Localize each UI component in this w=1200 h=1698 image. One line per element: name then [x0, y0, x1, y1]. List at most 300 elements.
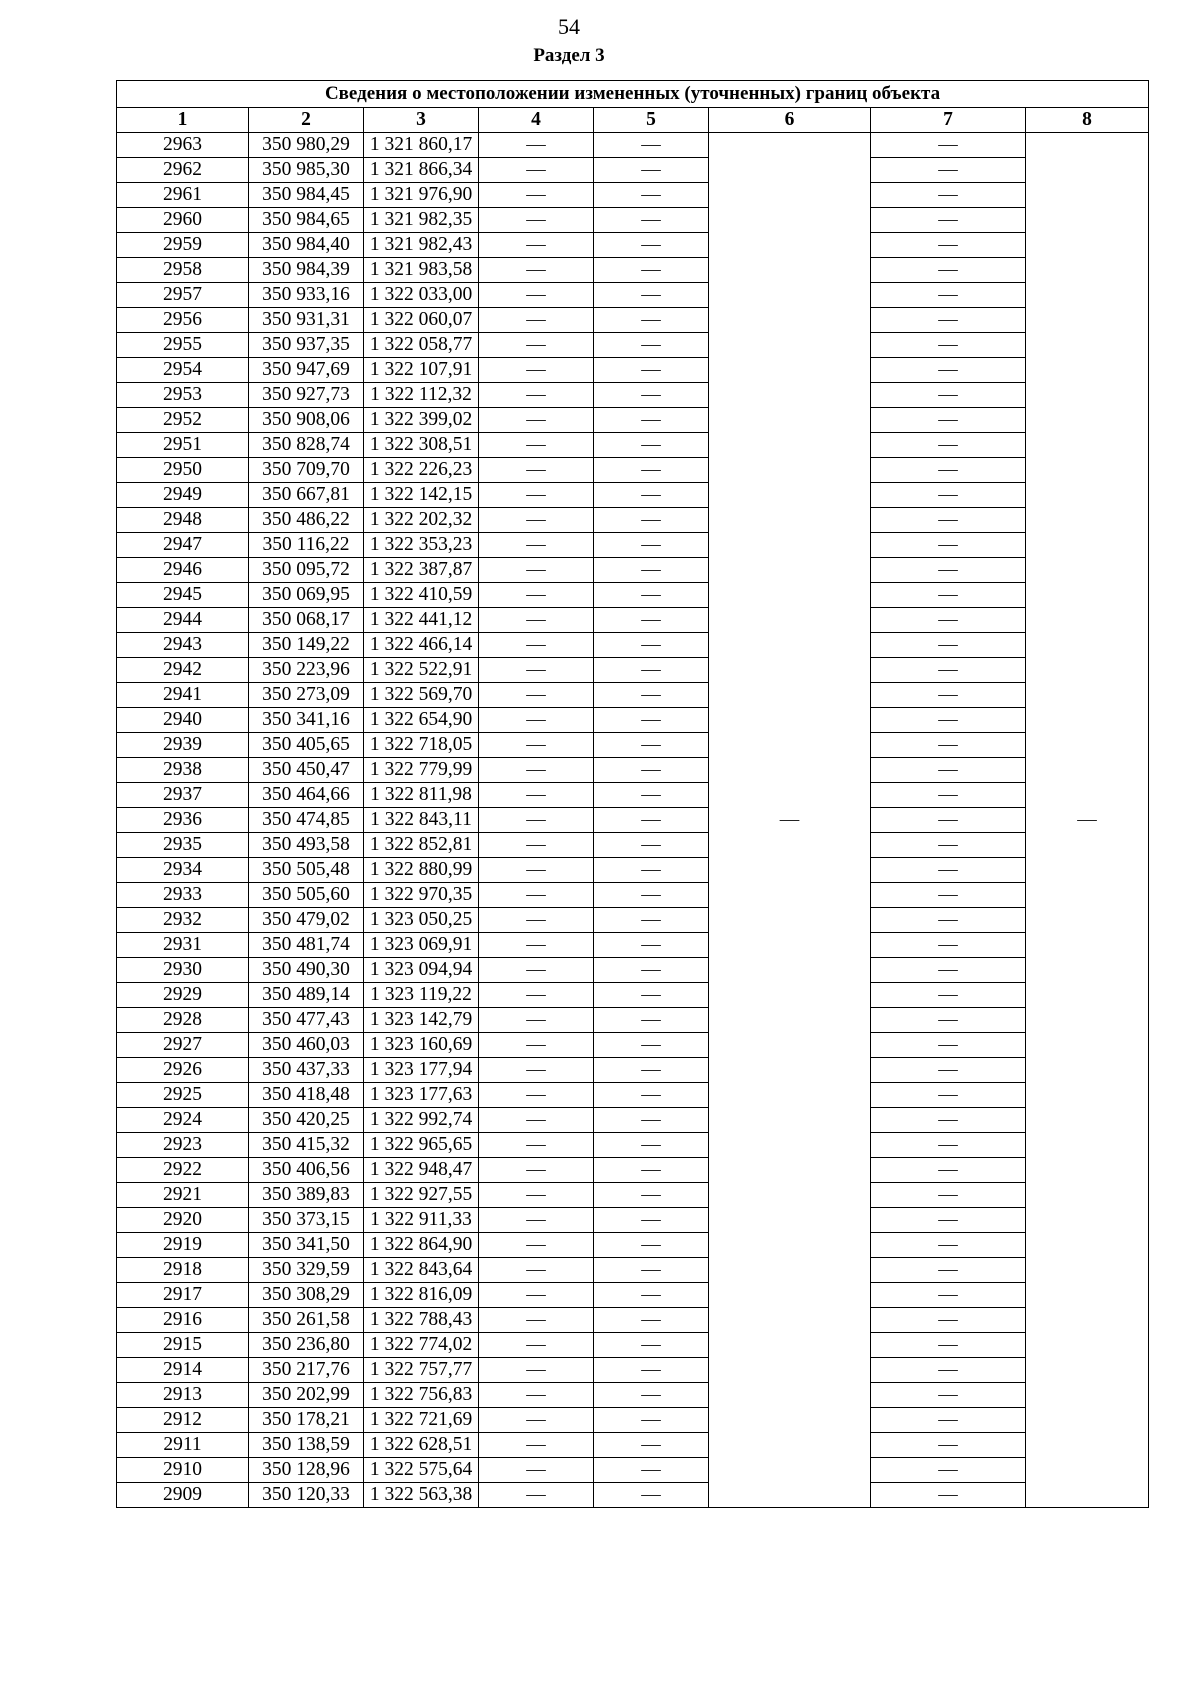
column-4-cell: —: [479, 1433, 594, 1458]
x-coordinate-cell: 350 116,22: [249, 533, 364, 558]
column-4-cell: —: [479, 233, 594, 258]
point-number-cell: 2956: [117, 308, 249, 333]
column-7-cell: —: [871, 433, 1026, 458]
y-coordinate-cell: 1 322 387,87: [364, 558, 479, 583]
column-4-cell: —: [479, 133, 594, 158]
column-7-cell: —: [871, 1408, 1026, 1433]
table-row: [117, 383, 1149, 408]
table-row: [117, 983, 1149, 1008]
column-7-cell: —: [871, 683, 1026, 708]
y-coordinate-cell: 1 322 992,74: [364, 1108, 479, 1133]
column-5-cell: —: [594, 858, 709, 883]
column-7-cell: —: [871, 1108, 1026, 1133]
y-coordinate-cell: 1 321 860,17: [364, 133, 479, 158]
column-5-cell: —: [594, 1408, 709, 1433]
column-4-cell: —: [479, 733, 594, 758]
column-5-cell: —: [594, 1058, 709, 1083]
column-5-cell: —: [594, 1008, 709, 1033]
column-5-cell: —: [594, 583, 709, 608]
column-7-cell: —: [871, 183, 1026, 208]
y-coordinate-cell: 1 322 911,33: [364, 1208, 479, 1233]
table-body: [117, 133, 1149, 1508]
point-number-cell: 2919: [117, 1233, 249, 1258]
point-number-cell: 2949: [117, 483, 249, 508]
column-5-cell: —: [594, 1433, 709, 1458]
point-number-cell: 2932: [117, 908, 249, 933]
x-coordinate-cell: 350 474,85: [249, 808, 364, 833]
point-number-cell: 2910: [117, 1458, 249, 1483]
y-coordinate-cell: 1 322 927,55: [364, 1183, 479, 1208]
x-coordinate-cell: 350 308,29: [249, 1283, 364, 1308]
column-4-cell: —: [479, 983, 594, 1008]
section-title: Раздел 3: [533, 45, 605, 66]
table-row: [117, 133, 1149, 158]
point-number-cell: 2962: [117, 158, 249, 183]
point-number-cell: 2917: [117, 1283, 249, 1308]
column-4-cell: —: [479, 1058, 594, 1083]
column-5-cell: —: [594, 233, 709, 258]
y-coordinate-cell: 1 322 788,43: [364, 1308, 479, 1333]
point-number-cell: 2930: [117, 958, 249, 983]
x-coordinate-cell: 350 493,58: [249, 833, 364, 858]
y-coordinate-cell: 1 322 843,11: [364, 808, 479, 833]
y-coordinate-cell: 1 323 142,79: [364, 1008, 479, 1033]
table-row: [117, 1358, 1149, 1383]
table-row: [117, 508, 1149, 533]
column-4-cell: —: [479, 858, 594, 883]
point-number-cell: 2918: [117, 1258, 249, 1283]
x-coordinate-cell: 350 481,74: [249, 933, 364, 958]
column-5-cell: —: [594, 508, 709, 533]
table-row: [117, 233, 1149, 258]
column-7-cell: —: [871, 1383, 1026, 1408]
column-5-cell: —: [594, 433, 709, 458]
table-row: [117, 758, 1149, 783]
column-header-6: 6: [709, 108, 871, 133]
point-number-cell: 2954: [117, 358, 249, 383]
table-row: [117, 433, 1149, 458]
column-7-cell: —: [871, 1058, 1026, 1083]
x-coordinate-cell: 350 450,47: [249, 758, 364, 783]
y-coordinate-cell: 1 322 441,12: [364, 608, 479, 633]
point-number-cell: 2925: [117, 1083, 249, 1108]
point-number-cell: 2958: [117, 258, 249, 283]
column-5-cell: —: [594, 733, 709, 758]
column-4-cell: —: [479, 483, 594, 508]
column-7-cell: —: [871, 1283, 1026, 1308]
column-5-cell: —: [594, 1108, 709, 1133]
table-row: [117, 908, 1149, 933]
column-4-cell: —: [479, 933, 594, 958]
column-5-cell: —: [594, 558, 709, 583]
column-7-cell: —: [871, 258, 1026, 283]
y-coordinate-cell: 1 322 774,02: [364, 1333, 479, 1358]
point-number-cell: 2951: [117, 433, 249, 458]
column-7-cell: —: [871, 1083, 1026, 1108]
point-number-cell: 2942: [117, 658, 249, 683]
column-7-cell: —: [871, 958, 1026, 983]
column-4-cell: —: [479, 1458, 594, 1483]
column-4-cell: —: [479, 608, 594, 633]
x-coordinate-cell: 350 984,40: [249, 233, 364, 258]
point-number-cell: 2913: [117, 1383, 249, 1408]
x-coordinate-cell: 350 505,48: [249, 858, 364, 883]
point-number-cell: 2920: [117, 1208, 249, 1233]
column-4-cell: —: [479, 1483, 594, 1508]
column-7-cell: —: [871, 833, 1026, 858]
column-header-2: 2: [249, 108, 364, 133]
column-4-cell: —: [479, 258, 594, 283]
point-number-cell: 2916: [117, 1308, 249, 1333]
table-row: [117, 733, 1149, 758]
point-number-cell: 2938: [117, 758, 249, 783]
column-4-cell: —: [479, 1008, 594, 1033]
column-7-cell: —: [871, 1483, 1026, 1508]
table-row: [117, 158, 1149, 183]
y-coordinate-cell: 1 321 983,58: [364, 258, 479, 283]
x-coordinate-cell: 350 095,72: [249, 558, 364, 583]
column-5-cell: —: [594, 333, 709, 358]
x-coordinate-cell: 350 068,17: [249, 608, 364, 633]
column-5-cell: —: [594, 833, 709, 858]
column-5-cell: —: [594, 1258, 709, 1283]
y-coordinate-cell: 1 322 970,35: [364, 883, 479, 908]
table-row: [117, 1133, 1149, 1158]
y-coordinate-cell: 1 322 864,90: [364, 1233, 479, 1258]
column-7-cell: —: [871, 733, 1026, 758]
table-row: [117, 533, 1149, 558]
column-7-cell: —: [871, 1458, 1026, 1483]
y-coordinate-cell: 1 323 160,69: [364, 1033, 479, 1058]
column-5-cell: —: [594, 933, 709, 958]
point-number-cell: 2941: [117, 683, 249, 708]
column-7-cell: —: [871, 133, 1026, 158]
column-8-merged-cell: —: [1026, 133, 1149, 1508]
table-row: [117, 933, 1149, 958]
x-coordinate-cell: 350 420,25: [249, 1108, 364, 1133]
column-4-cell: —: [479, 358, 594, 383]
column-4-cell: —: [479, 958, 594, 983]
column-header-4: 4: [479, 108, 594, 133]
column-5-cell: —: [594, 708, 709, 733]
y-coordinate-cell: 1 322 575,64: [364, 1458, 479, 1483]
column-5-cell: —: [594, 958, 709, 983]
point-number-cell: 2933: [117, 883, 249, 908]
column-5-cell: —: [594, 1208, 709, 1233]
boundary-coordinates-table: [116, 80, 1149, 1508]
point-number-cell: 2953: [117, 383, 249, 408]
column-4-cell: —: [479, 1408, 594, 1433]
column-header-1: 1: [117, 108, 249, 133]
point-number-cell: 2927: [117, 1033, 249, 1058]
column-5-cell: —: [594, 1083, 709, 1108]
point-number-cell: 2943: [117, 633, 249, 658]
y-coordinate-cell: 1 321 976,90: [364, 183, 479, 208]
point-number-cell: 2934: [117, 858, 249, 883]
x-coordinate-cell: 350 273,09: [249, 683, 364, 708]
column-4-cell: —: [479, 158, 594, 183]
table-row: [117, 808, 1149, 833]
column-5-cell: —: [594, 1033, 709, 1058]
column-7-cell: —: [871, 508, 1026, 533]
column-4-cell: —: [479, 333, 594, 358]
y-coordinate-cell: 1 321 866,34: [364, 158, 479, 183]
x-coordinate-cell: 350 217,76: [249, 1358, 364, 1383]
table-row: [117, 1108, 1149, 1133]
column-header-8: 8: [1026, 108, 1149, 133]
column-7-cell: —: [871, 883, 1026, 908]
column-5-cell: —: [594, 783, 709, 808]
column-5-cell: —: [594, 408, 709, 433]
column-4-cell: —: [479, 208, 594, 233]
table-row: [117, 358, 1149, 383]
x-coordinate-cell: 350 985,30: [249, 158, 364, 183]
y-coordinate-cell: 1 322 399,02: [364, 408, 479, 433]
y-coordinate-cell: 1 322 948,47: [364, 1158, 479, 1183]
x-coordinate-cell: 350 138,59: [249, 1433, 364, 1458]
y-coordinate-cell: 1 322 811,98: [364, 783, 479, 808]
column-7-cell: —: [871, 783, 1026, 808]
table-row: [117, 1083, 1149, 1108]
column-4-cell: —: [479, 458, 594, 483]
x-coordinate-cell: 350 984,65: [249, 208, 364, 233]
table-row: [117, 258, 1149, 283]
x-coordinate-cell: 350 437,33: [249, 1058, 364, 1083]
column-7-cell: —: [871, 1183, 1026, 1208]
column-7-cell: —: [871, 1208, 1026, 1233]
y-coordinate-cell: 1 322 757,77: [364, 1358, 479, 1383]
column-5-cell: —: [594, 808, 709, 833]
column-7-cell: —: [871, 1133, 1026, 1158]
x-coordinate-cell: 350 486,22: [249, 508, 364, 533]
column-4-cell: —: [479, 683, 594, 708]
point-number-cell: 2929: [117, 983, 249, 1008]
column-7-cell: —: [871, 1008, 1026, 1033]
y-coordinate-cell: 1 322 628,51: [364, 1433, 479, 1458]
x-coordinate-cell: 350 908,06: [249, 408, 364, 433]
x-coordinate-cell: 350 261,58: [249, 1308, 364, 1333]
column-4-cell: —: [479, 783, 594, 808]
column-5-cell: —: [594, 1458, 709, 1483]
column-7-cell: —: [871, 233, 1026, 258]
x-coordinate-cell: 350 389,83: [249, 1183, 364, 1208]
y-coordinate-cell: 1 322 756,83: [364, 1383, 479, 1408]
column-5-cell: —: [594, 1158, 709, 1183]
point-number-cell: 2939: [117, 733, 249, 758]
column-5-cell: —: [594, 283, 709, 308]
column-7-cell: —: [871, 283, 1026, 308]
column-4-cell: —: [479, 1258, 594, 1283]
column-5-cell: —: [594, 1333, 709, 1358]
x-coordinate-cell: 350 329,59: [249, 1258, 364, 1283]
point-number-cell: 2912: [117, 1408, 249, 1433]
x-coordinate-cell: 350 937,35: [249, 333, 364, 358]
x-coordinate-cell: 350 927,73: [249, 383, 364, 408]
column-4-cell: —: [479, 1358, 594, 1383]
x-coordinate-cell: 350 202,99: [249, 1383, 364, 1408]
table-row: [117, 658, 1149, 683]
column-7-cell: —: [871, 1358, 1026, 1383]
point-number-cell: 2957: [117, 283, 249, 308]
y-coordinate-cell: 1 322 965,65: [364, 1133, 479, 1158]
point-number-cell: 2914: [117, 1358, 249, 1383]
table-row: [117, 608, 1149, 633]
column-4-cell: —: [479, 758, 594, 783]
x-coordinate-cell: 350 479,02: [249, 908, 364, 933]
column-7-cell: —: [871, 808, 1026, 833]
column-4-cell: —: [479, 1158, 594, 1183]
column-7-cell: —: [871, 158, 1026, 183]
point-number-cell: 2926: [117, 1058, 249, 1083]
point-number-cell: 2948: [117, 508, 249, 533]
y-coordinate-cell: 1 323 177,94: [364, 1058, 479, 1083]
y-coordinate-cell: 1 322 142,15: [364, 483, 479, 508]
x-coordinate-cell: 350 405,65: [249, 733, 364, 758]
point-number-cell: 2950: [117, 458, 249, 483]
table-row: [117, 1058, 1149, 1083]
table-row: [117, 408, 1149, 433]
column-4-cell: —: [479, 408, 594, 433]
y-coordinate-cell: 1 321 982,43: [364, 233, 479, 258]
point-number-cell: 2935: [117, 833, 249, 858]
column-7-cell: —: [871, 483, 1026, 508]
x-coordinate-cell: 350 406,56: [249, 1158, 364, 1183]
table-row: [117, 558, 1149, 583]
column-5-cell: —: [594, 1483, 709, 1508]
point-number-cell: 2915: [117, 1333, 249, 1358]
column-4-cell: —: [479, 1383, 594, 1408]
column-5-cell: —: [594, 483, 709, 508]
y-coordinate-cell: 1 322 563,38: [364, 1483, 479, 1508]
x-coordinate-cell: 350 120,33: [249, 1483, 364, 1508]
table-row: [117, 458, 1149, 483]
x-coordinate-cell: 350 984,45: [249, 183, 364, 208]
x-coordinate-cell: 350 069,95: [249, 583, 364, 608]
point-number-cell: 2931: [117, 933, 249, 958]
column-5-cell: —: [594, 1308, 709, 1333]
table-row: [117, 583, 1149, 608]
y-coordinate-cell: 1 322 843,64: [364, 1258, 479, 1283]
point-number-cell: 2959: [117, 233, 249, 258]
column-7-cell: —: [871, 758, 1026, 783]
table-row: [117, 783, 1149, 808]
x-coordinate-cell: 350 980,29: [249, 133, 364, 158]
y-coordinate-cell: 1 322 880,99: [364, 858, 479, 883]
column-4-cell: —: [479, 883, 594, 908]
page-number: 54: [558, 14, 580, 39]
column-4-cell: —: [479, 633, 594, 658]
point-number-cell: 2960: [117, 208, 249, 233]
table-row: [117, 1458, 1149, 1483]
x-coordinate-cell: 350 933,16: [249, 283, 364, 308]
table-caption: Сведения о местоположении измененных (уточненных) границ объекта: [117, 81, 1149, 108]
table-row: [117, 883, 1149, 908]
column-7-cell: —: [871, 558, 1026, 583]
table-row: [117, 1233, 1149, 1258]
column-5-cell: —: [594, 633, 709, 658]
column-4-cell: —: [479, 1233, 594, 1258]
point-number-cell: 2945: [117, 583, 249, 608]
column-5-cell: —: [594, 658, 709, 683]
column-4-cell: —: [479, 183, 594, 208]
x-coordinate-cell: 350 505,60: [249, 883, 364, 908]
column-4-cell: —: [479, 308, 594, 333]
column-5-cell: —: [594, 983, 709, 1008]
column-4-cell: —: [479, 658, 594, 683]
table-row: [117, 858, 1149, 883]
point-number-cell: 2937: [117, 783, 249, 808]
y-coordinate-cell: 1 322 058,77: [364, 333, 479, 358]
column-7-cell: —: [871, 1433, 1026, 1458]
x-coordinate-cell: 350 828,74: [249, 433, 364, 458]
column-7-cell: —: [871, 908, 1026, 933]
y-coordinate-cell: 1 322 654,90: [364, 708, 479, 733]
column-5-cell: —: [594, 383, 709, 408]
x-coordinate-cell: 350 464,66: [249, 783, 364, 808]
y-coordinate-cell: 1 322 202,32: [364, 508, 479, 533]
column-7-cell: —: [871, 1308, 1026, 1333]
y-coordinate-cell: 1 323 094,94: [364, 958, 479, 983]
y-coordinate-cell: 1 322 308,51: [364, 433, 479, 458]
table-row: [117, 183, 1149, 208]
point-number-cell: 2909: [117, 1483, 249, 1508]
column-7-cell: —: [871, 1233, 1026, 1258]
column-7-cell: —: [871, 1258, 1026, 1283]
y-coordinate-cell: 1 321 982,35: [364, 208, 479, 233]
column-header-3: 3: [364, 108, 479, 133]
point-number-cell: 2928: [117, 1008, 249, 1033]
column-4-cell: —: [479, 583, 594, 608]
column-7-cell: —: [871, 933, 1026, 958]
column-4-cell: —: [479, 1083, 594, 1108]
table-row: [117, 708, 1149, 733]
x-coordinate-cell: 350 931,31: [249, 308, 364, 333]
table-row: [117, 1483, 1149, 1508]
table-row: [117, 283, 1149, 308]
table-row: [117, 1158, 1149, 1183]
x-coordinate-cell: 350 489,14: [249, 983, 364, 1008]
column-6-merged-cell: —: [709, 133, 871, 1508]
column-7-cell: —: [871, 1158, 1026, 1183]
column-4-cell: —: [479, 708, 594, 733]
column-5-cell: —: [594, 683, 709, 708]
y-coordinate-cell: 1 323 177,63: [364, 1083, 479, 1108]
table-row: [117, 333, 1149, 358]
column-5-cell: —: [594, 158, 709, 183]
table-row: [117, 1008, 1149, 1033]
table-row: [117, 483, 1149, 508]
column-7-cell: —: [871, 458, 1026, 483]
column-4-cell: —: [479, 533, 594, 558]
column-5-cell: —: [594, 1358, 709, 1383]
point-number-cell: 2963: [117, 133, 249, 158]
table-row: [117, 633, 1149, 658]
x-coordinate-cell: 350 341,50: [249, 1233, 364, 1258]
column-4-cell: —: [479, 383, 594, 408]
x-coordinate-cell: 350 149,22: [249, 633, 364, 658]
y-coordinate-cell: 1 323 119,22: [364, 983, 479, 1008]
y-coordinate-cell: 1 322 060,07: [364, 308, 479, 333]
column-5-cell: —: [594, 258, 709, 283]
table-row: [117, 958, 1149, 983]
column-7-cell: —: [871, 1333, 1026, 1358]
y-coordinate-cell: 1 322 112,32: [364, 383, 479, 408]
x-coordinate-cell: 350 236,80: [249, 1333, 364, 1358]
column-7-cell: —: [871, 358, 1026, 383]
point-number-cell: 2961: [117, 183, 249, 208]
x-coordinate-cell: 350 667,81: [249, 483, 364, 508]
x-coordinate-cell: 350 460,03: [249, 1033, 364, 1058]
